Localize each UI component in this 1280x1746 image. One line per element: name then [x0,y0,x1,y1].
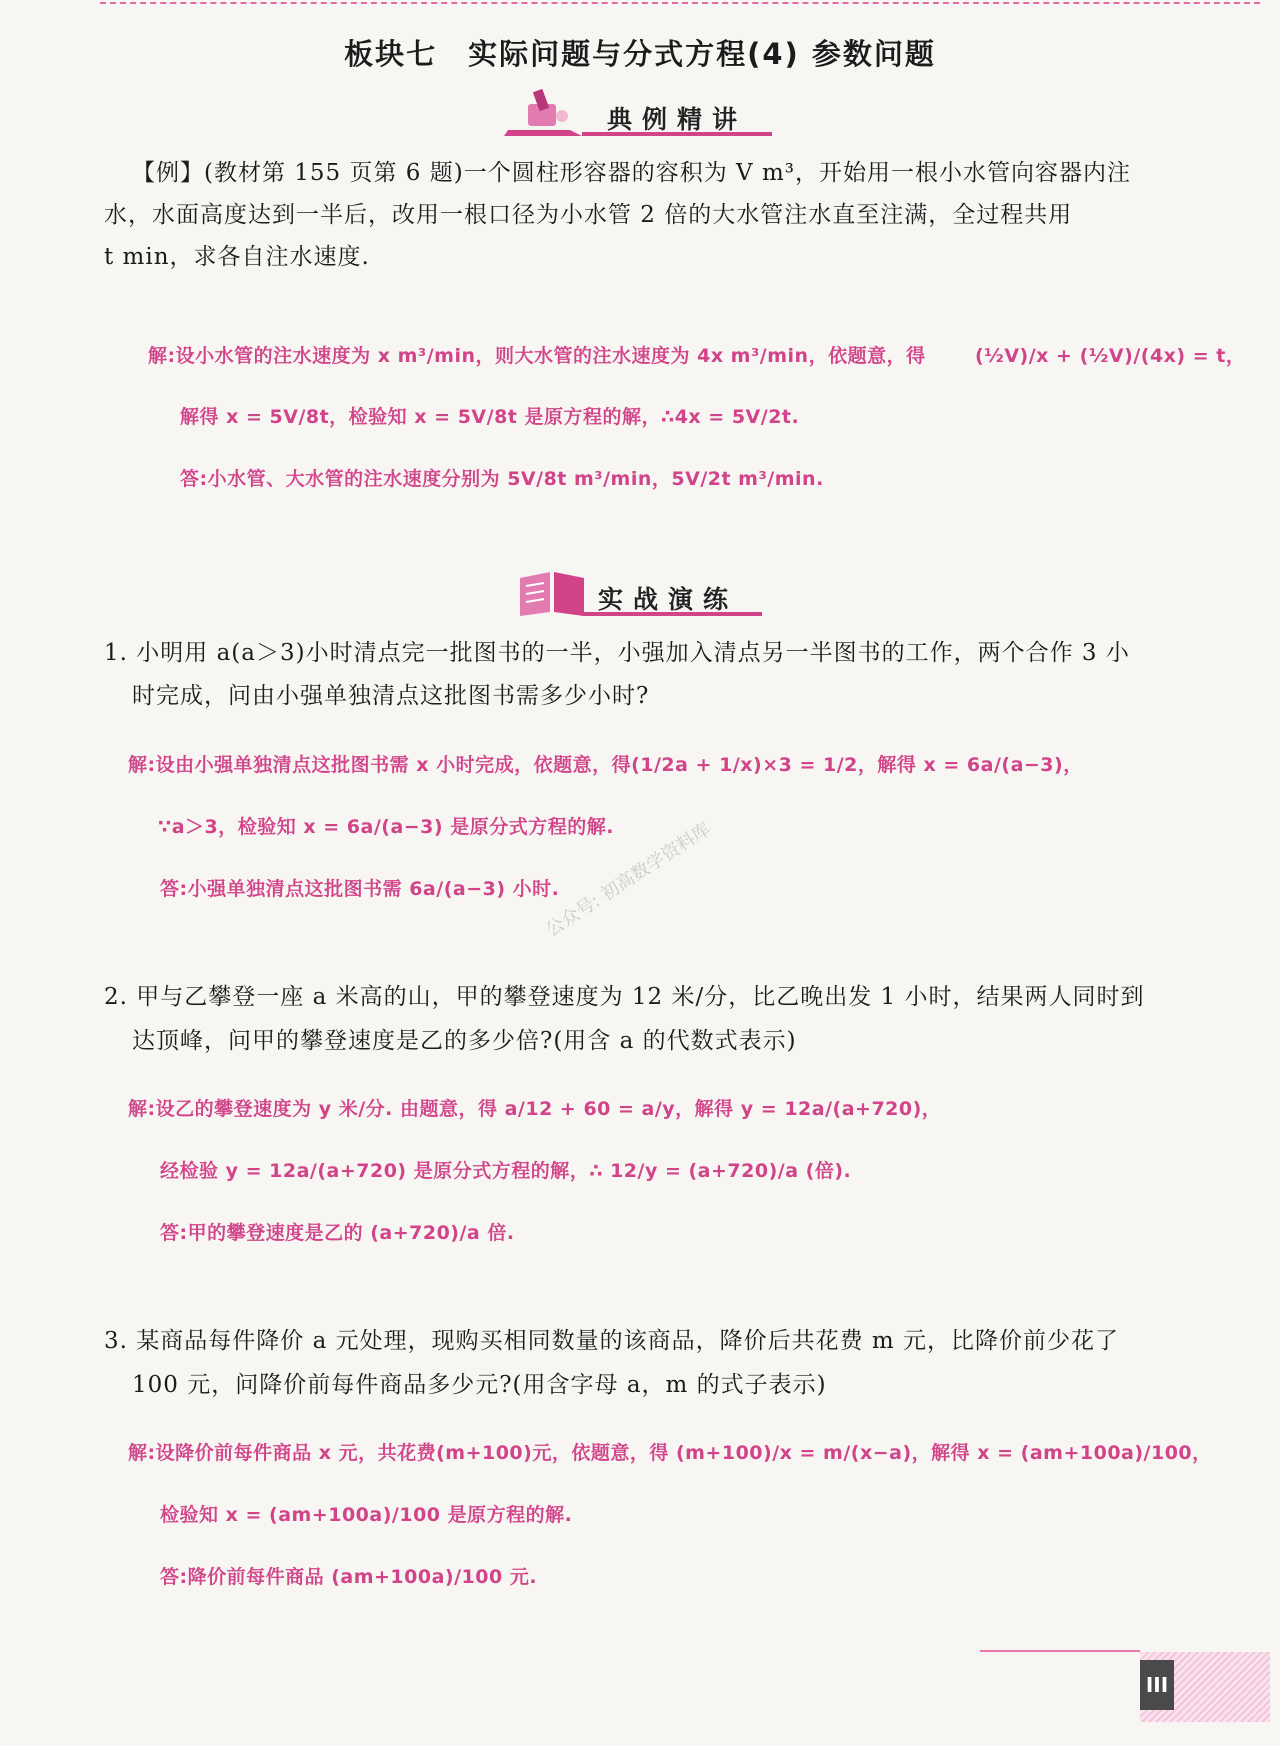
page-number: III [1140,1660,1174,1710]
problem-2-solution-1: 解:设乙的攀登速度为 y 米/分. 由题意，得 a/12 + 60 = a/y，解得 y = 12a/(a+720)， [128,1098,942,1120]
example-equation: (½V)/x + (½V)/(4x) = t， [975,345,1246,367]
example-solution-2: 解得 x = 5V/8t，检验知 x = 5V/8t 是原方程的解，∴4x = 5V/2t. [180,406,800,428]
problem-2-line-1: 2. 甲与乙攀登一座 a 米高的山，甲的攀登速度为 12 米/分，比乙晚出发 1 小时，结果两人同时到 [104,984,1145,1010]
example-solution-3: 答:小水管、大水管的注水速度分别为 5V/8t m³/min，5V/2t m³/min. [180,468,824,490]
footer-rule [980,1650,1140,1652]
example-line-2: 水，水面高度达到一半后，改用一根口径为小水管 2 倍的大水管注水直至注满，全过程共用 [104,202,1073,228]
microscope-icon [500,86,590,138]
problem-3-line-2: 100 元，问降价前每件商品多少元?(用含字母 a，m 的式子表示) [132,1372,827,1398]
problem-3-solution-2: 检验知 x = (am+100a)/100 是原方程的解. [160,1504,573,1526]
problem-3-solution-3: 答:降价前每件商品 (am+100a)/100 元. [160,1566,538,1588]
problem-2-solution-3: 答:甲的攀登速度是乙的 (a+720)/a 倍. [160,1222,515,1244]
example-line-1: 【例】(教材第 155 页第 6 题)一个圆柱形容器的容积为 V m³，开始用一根小水管向容器内注 [132,160,1131,186]
top-border [100,2,1260,4]
book-icon [516,566,588,618]
problem-1-solution-2: ∵a＞3，检验知 x = 6a/(a−3) 是原分式方程的解. [158,816,614,838]
page-title: 板块七 实际问题与分式方程(4) 参数问题 [344,37,936,71]
section-title-examples: 典例精讲 [607,105,748,134]
problem-2-line-2: 达顶峰，问甲的攀登速度是乙的多少倍?(用含 a 的代数式表示) [132,1028,797,1054]
problem-3-solution-1: 解:设降价前每件商品 x 元，共花费(m+100)元，依题意，得 (m+100)/x = m/(x−a)，解得 x = (am+100a)/100， [128,1442,1212,1464]
problem-1-solution-1: 解:设由小强单独清点这批图书需 x 小时完成，依题意，得(1/2a + 1/x)×3 = 1/2，解得 x = 6a/(a−3)， [128,754,1083,776]
problem-3-line-1: 3. 某商品每件降价 a 元处理，现购买相同数量的该商品，降价后共花费 m 元，比降价前少花了 [104,1328,1120,1354]
example-line-3: t min，求各自注水速度. [104,244,370,270]
problem-1-line-2: 时完成，问由小强单独清点这批图书需多少小时? [132,683,650,709]
problem-1-line-1: 1. 小明用 a(a＞3)小时清点完一批图书的一半，小强加入清点另一半图书的工作，两个合作 3 小 [104,640,1130,666]
problem-1-solution-3: 答:小强单独清点这批图书需 6a/(a−3) 小时. [160,878,560,900]
example-solution-1: 解:设小水管的注水速度为 x m³/min，则大水管的注水速度为 4x m³/min，依题意，得 [148,345,926,367]
section-title-practice: 实战演练 [598,585,739,614]
problem-2-solution-2: 经检验 y = 12a/(a+720) 是原分式方程的解，∴ 12/y = (a+720)/a (倍). [160,1160,852,1182]
watermark: 公众号: 初高数学资料库 [542,818,715,941]
